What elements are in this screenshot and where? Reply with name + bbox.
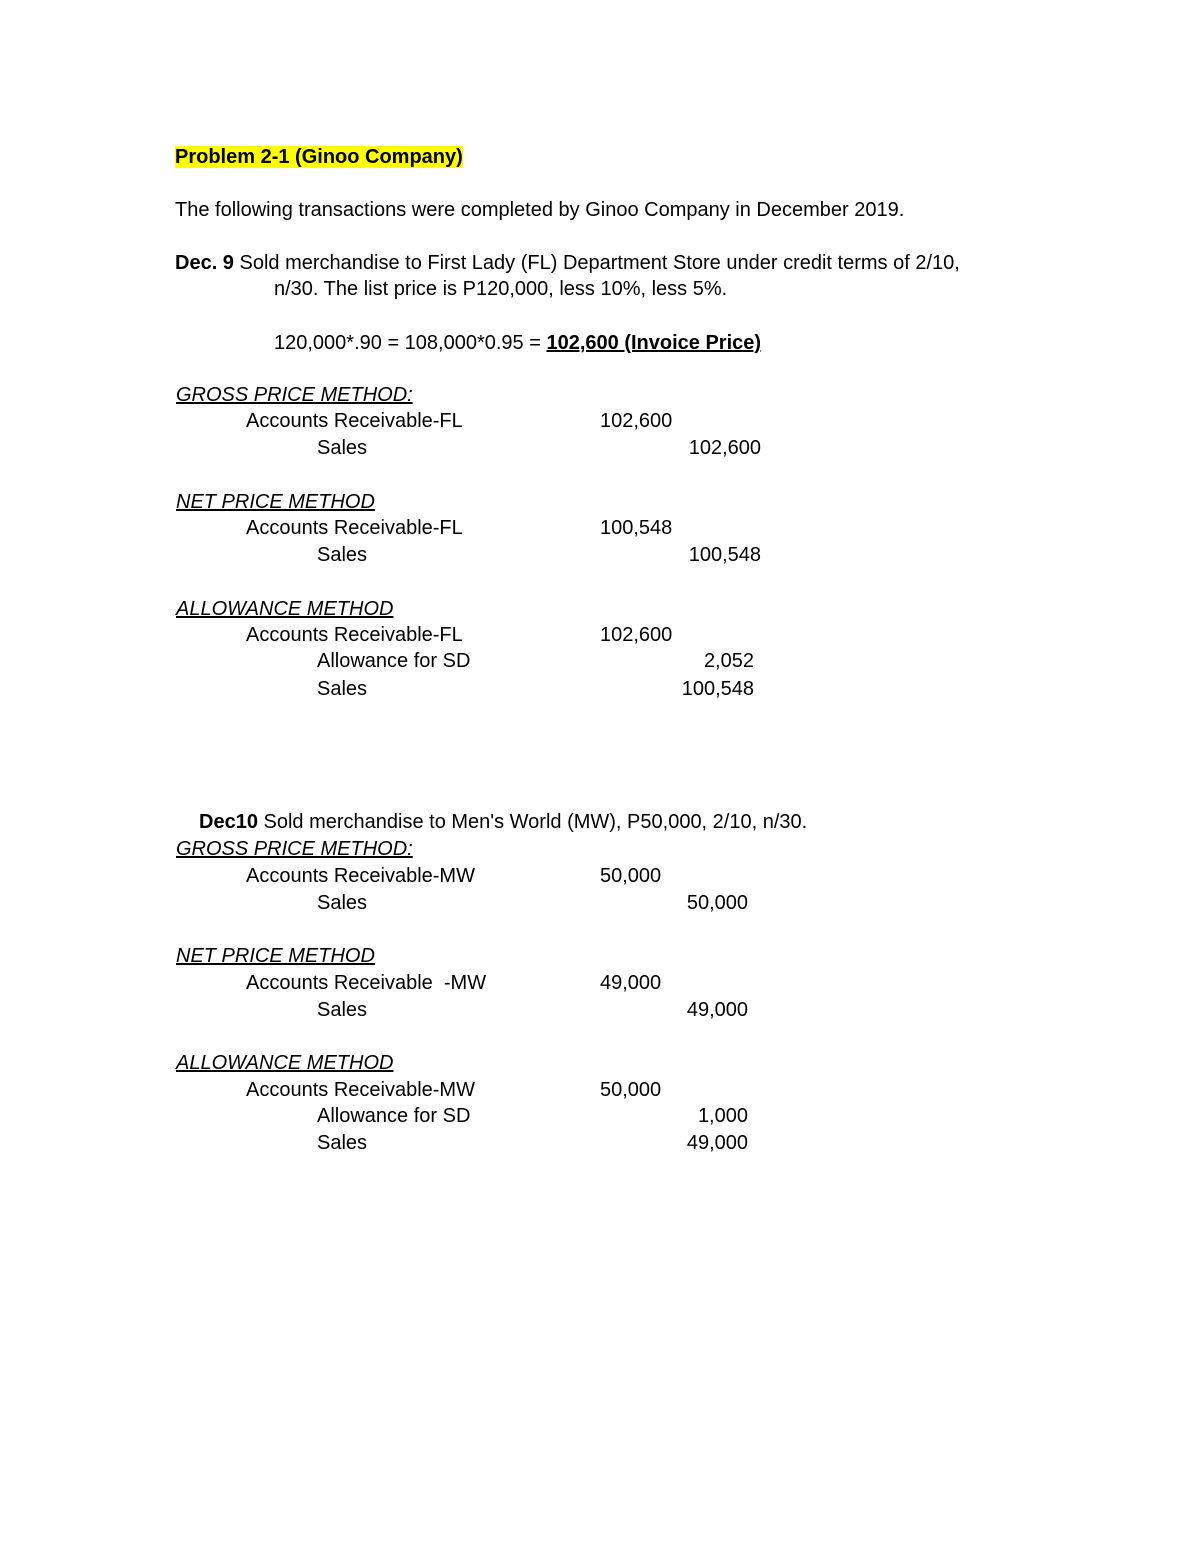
dec9-gross-debit-amount: 102,600	[600, 410, 673, 432]
dec10-gross-heading: GROSS PRICE METHOD:	[176, 838, 413, 860]
dec9-allowance-credit-account: Sales	[317, 678, 368, 700]
dec10-allowance-allow-account: Allowance for SD	[317, 1105, 471, 1127]
dec9-allowance-debit-amount: 102,600	[600, 624, 673, 646]
dec10-description	[199, 809, 807, 835]
intro-text: The following transactions were completed by Ginoo Company in December 2019.	[175, 199, 905, 221]
dec9-gross-heading: GROSS PRICE METHOD:	[176, 384, 413, 406]
dec9-calc: 120,000*.90 = 108,000*0.95 =	[274, 332, 547, 354]
dec9-allowance-credit-amount: 100,548	[681, 678, 754, 700]
dec10-gross-debit-account: Accounts Receivable-MW	[246, 865, 475, 887]
dec9-desc-line2: n/30. The list price is P120,000, less 10%, less 5%.	[274, 278, 728, 300]
dec9-allowance-heading: ALLOWANCE METHOD	[176, 598, 394, 620]
dec10-allowance-heading: ALLOWANCE METHOD	[176, 1052, 394, 1074]
dec10-allowance-debit-amount: 50,000	[600, 1079, 662, 1101]
dec9-net-debit-amount: 100,548	[600, 517, 673, 539]
page-title	[175, 144, 463, 170]
dec9-desc-line1: Sold merchandise to First Lady (FL) Department Store under credit terms of 2/10,	[233, 252, 960, 274]
dec9-net-heading: NET PRICE METHOD	[176, 491, 375, 513]
dec10-allowance-debit-account: Accounts Receivable-MW	[246, 1079, 475, 1101]
dec10-net-debit-amount: 49,000	[600, 972, 662, 994]
title-highlight: Problem 2-1 (Ginoo Company)	[175, 146, 463, 168]
dec9-allowance-debit-account: Accounts Receivable-FL	[246, 624, 463, 646]
dec10-date: Dec10	[199, 811, 258, 833]
dec10-gross-credit-account: Sales	[317, 892, 368, 914]
dec9-net-credit-account: Sales	[317, 544, 368, 566]
dec10-gross-credit-amount: 50,000	[686, 892, 748, 914]
dec10-net-heading: NET PRICE METHOD	[176, 945, 375, 967]
dec10-net-debit-account: Accounts Receivable -MW	[246, 972, 487, 994]
dec9-gross-debit-account: Accounts Receivable-FL	[246, 410, 463, 432]
dec9-allowance-allow-amount: 2,052	[703, 650, 754, 672]
dec9-allowance-allow-account: Allowance for SD	[317, 650, 471, 672]
dec10-gross-debit-amount: 50,000	[600, 865, 662, 887]
dec10-net-credit-amount: 49,000	[686, 999, 748, 1021]
dec10-allowance-allow-amount: 1,000	[697, 1105, 748, 1127]
dec9-net-debit-account: Accounts Receivable-FL	[246, 517, 463, 539]
dec9-description	[175, 250, 960, 276]
dec10-allowance-credit-amount: 49,000	[686, 1132, 748, 1154]
dec9-calculation	[274, 330, 761, 356]
dec10-net-credit-account: Sales	[317, 999, 368, 1021]
dec9-date: Dec. 9	[175, 252, 234, 274]
dec10-desc: Sold merchandise to Men's World (MW), P50,000, 2/10, n/30.	[257, 811, 808, 833]
dec9-net-credit-amount: 100,548	[688, 544, 761, 566]
dec9-calc-result: 102,600 (Invoice Price)	[546, 332, 762, 354]
dec9-gross-credit-amount: 102,600	[688, 437, 761, 459]
dec9-gross-credit-account: Sales	[317, 437, 368, 459]
dec10-allowance-credit-account: Sales	[317, 1132, 368, 1154]
